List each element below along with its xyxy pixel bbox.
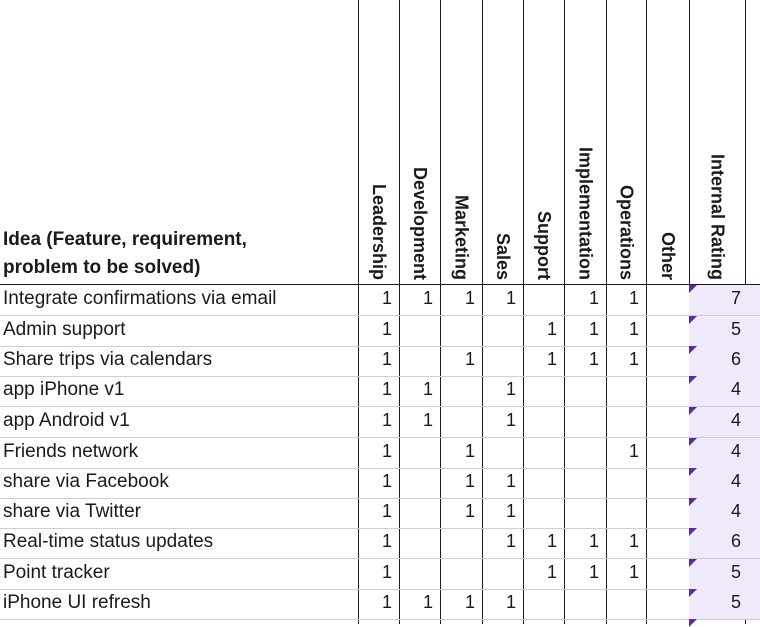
- comment-marker-icon[interactable]: [689, 285, 697, 293]
- table-row: [0, 528, 760, 559]
- trailing-cell[interactable]: [745, 376, 760, 406]
- internal-rating-cell[interactable]: [689, 468, 745, 498]
- vote-cell-leadership[interactable]: 1: [381, 379, 392, 399]
- table-row: [0, 438, 760, 469]
- table-row: [0, 285, 760, 316]
- comment-marker-icon[interactable]: [689, 589, 697, 597]
- vote-cell-operations[interactable]: 1: [628, 562, 639, 582]
- table-row: [0, 498, 760, 529]
- vote-cell-leadership[interactable]: 1: [381, 288, 392, 308]
- table-row: [0, 316, 760, 347]
- internal-rating-value: 5: [730, 592, 741, 612]
- trailing-cell[interactable]: [745, 316, 760, 346]
- column-header-label: Sales: [493, 232, 513, 280]
- comment-marker-icon[interactable]: [689, 619, 697, 627]
- comment-marker-icon[interactable]: [689, 376, 697, 384]
- trailing-cell[interactable]: [745, 346, 760, 376]
- idea-cell[interactable]: Friends network: [3, 441, 139, 462]
- column-header-other[interactable]: [646, 0, 689, 284]
- column-header-internal-rating[interactable]: [689, 0, 745, 284]
- internal-rating-cell[interactable]: [689, 316, 745, 346]
- column-header-label: Implementation: [575, 146, 596, 280]
- internal-rating-value: 4: [730, 410, 741, 430]
- vote-cell-operations[interactable]: 1: [628, 349, 639, 369]
- internal-rating-cell[interactable]: [689, 376, 745, 406]
- comment-marker-icon[interactable]: [689, 528, 697, 536]
- vote-cell-sales[interactable]: 1: [505, 410, 516, 430]
- vote-cell-marketing[interactable]: 1: [464, 471, 475, 491]
- vote-cell-operations[interactable]: 1: [628, 288, 639, 308]
- comment-marker-icon[interactable]: [689, 407, 697, 415]
- trailing-cell[interactable]: [745, 559, 760, 589]
- vote-cell-marketing[interactable]: 1: [464, 288, 475, 308]
- vote-cell-leadership[interactable]: 1: [381, 319, 392, 339]
- vote-cell-operations[interactable]: 1: [628, 441, 639, 461]
- comment-marker-icon[interactable]: [689, 498, 697, 506]
- idea-cell[interactable]: Admin support: [3, 319, 126, 340]
- vote-cell-sales[interactable]: 1: [505, 379, 516, 399]
- column-header-implementation[interactable]: [564, 0, 606, 284]
- idea-cell[interactable]: app iPhone v1: [3, 379, 125, 400]
- vote-cell-leadership[interactable]: 1: [381, 441, 392, 461]
- table-row: [0, 559, 760, 590]
- column-header-leadership[interactable]: [358, 0, 399, 284]
- column-header-label: Operations: [616, 184, 637, 280]
- internal-rating-cell[interactable]: [689, 498, 745, 528]
- idea-cell[interactable]: iPhone UI refresh: [3, 592, 151, 613]
- vote-cell-development[interactable]: 1: [422, 592, 433, 612]
- trailing-cell[interactable]: [745, 285, 760, 315]
- comment-marker-icon[interactable]: [689, 468, 697, 476]
- vote-cell-development[interactable]: 1: [422, 288, 433, 308]
- column-header-operations[interactable]: [606, 0, 646, 284]
- vote-cell-marketing[interactable]: 1: [464, 501, 475, 521]
- vote-cell-sales[interactable]: 1: [505, 531, 516, 551]
- vote-cell-development[interactable]: 1: [422, 379, 433, 399]
- vote-cell-leadership[interactable]: 1: [381, 562, 392, 582]
- column-header-support[interactable]: [523, 0, 564, 284]
- internal-rating-value: 5: [730, 562, 741, 582]
- internal-rating-cell[interactable]: [689, 559, 745, 589]
- table-row: [0, 589, 760, 620]
- column-header-label: Leadership: [369, 183, 389, 280]
- vote-cell-implementation[interactable]: 1: [588, 349, 599, 369]
- internal-rating-cell[interactable]: [689, 407, 745, 437]
- vote-cell-implementation[interactable]: 1: [588, 319, 599, 339]
- trailing-cell[interactable]: [745, 407, 760, 437]
- vote-cell-leadership[interactable]: 1: [381, 592, 392, 612]
- internal-rating-value: 4: [730, 379, 741, 399]
- trailing-cell[interactable]: [745, 438, 760, 468]
- trailing-cell[interactable]: [745, 468, 760, 498]
- internal-rating-cell[interactable]: [689, 528, 745, 558]
- idea-cell[interactable]: Point tracker: [3, 562, 110, 583]
- comment-marker-icon[interactable]: [689, 316, 697, 324]
- vote-cell-sales[interactable]: 1: [505, 592, 516, 612]
- vote-cell-sales[interactable]: 1: [505, 288, 516, 308]
- vote-cell-support[interactable]: 1: [546, 349, 557, 369]
- column-header-label: Development: [410, 166, 430, 280]
- column-header-label: Internal Rating: [707, 153, 728, 280]
- trailing-cell[interactable]: [745, 589, 760, 619]
- vote-cell-leadership[interactable]: 1: [381, 471, 392, 491]
- internal-rating-value: 5: [730, 319, 741, 339]
- internal-rating-cell[interactable]: [689, 589, 745, 619]
- vote-cell-support[interactable]: 1: [546, 319, 557, 339]
- column-header-marketing[interactable]: [440, 0, 482, 284]
- internal-rating-cell[interactable]: [689, 438, 745, 468]
- internal-rating-value: 7: [730, 288, 741, 308]
- column-header-label: Marketing: [451, 194, 472, 280]
- internal-rating-value: 6: [730, 531, 741, 551]
- internal-rating-value: 4: [730, 441, 741, 461]
- internal-rating-cell[interactable]: [689, 346, 745, 376]
- comment-marker-icon[interactable]: [689, 438, 697, 446]
- internal-rating-value: 6: [730, 349, 741, 369]
- trailing-cell[interactable]: [745, 498, 760, 528]
- internal-rating-value: 4: [730, 471, 741, 491]
- vote-cell-operations[interactable]: 1: [628, 531, 639, 551]
- idea-cell[interactable]: Real-time status updates: [3, 531, 214, 552]
- table-row: [0, 376, 760, 407]
- idea-cell[interactable]: Integrate confirmations via email: [3, 288, 277, 309]
- vote-cell-marketing[interactable]: 1: [464, 349, 475, 369]
- vote-cell-implementation[interactable]: 1: [588, 531, 599, 551]
- table-row: [0, 346, 760, 377]
- internal-rating-cell[interactable]: [689, 285, 745, 315]
- trailing-cell[interactable]: [745, 528, 760, 558]
- vote-cell-support[interactable]: 1: [546, 562, 557, 582]
- vote-cell-leadership[interactable]: 1: [381, 501, 392, 521]
- vote-cell-operations[interactable]: 1: [628, 319, 639, 339]
- vote-cell-implementation[interactable]: 1: [588, 288, 599, 308]
- vote-cell-development[interactable]: 1: [422, 410, 433, 430]
- column-header-label: Other: [658, 231, 678, 280]
- table-row: [0, 468, 760, 499]
- vote-cell-sales[interactable]: 1: [505, 501, 516, 521]
- internal-rating-value: 4: [730, 501, 741, 521]
- vote-cell-implementation[interactable]: 1: [588, 562, 599, 582]
- vote-cell-leadership[interactable]: 1: [381, 349, 392, 369]
- idea-cell[interactable]: share via Twitter: [3, 501, 141, 522]
- vote-cell-leadership[interactable]: 1: [381, 410, 392, 430]
- column-header-sales[interactable]: [482, 0, 523, 284]
- vote-cell-marketing[interactable]: 1: [464, 592, 475, 612]
- comment-marker-icon[interactable]: [689, 346, 697, 354]
- comment-marker-icon[interactable]: [689, 559, 697, 567]
- idea-cell[interactable]: share via Facebook: [3, 471, 169, 492]
- idea-column-header[interactable]: Idea (Feature, requirement, problem to be solved): [3, 229, 247, 278]
- vote-cell-marketing[interactable]: 1: [464, 441, 475, 461]
- table-row: [0, 407, 760, 438]
- vote-cell-leadership[interactable]: 1: [381, 531, 392, 551]
- column-header-development[interactable]: [399, 0, 440, 284]
- idea-cell[interactable]: app Android v1: [3, 410, 130, 431]
- column-header-label: Support: [534, 211, 554, 280]
- vote-cell-support[interactable]: 1: [546, 531, 557, 551]
- vote-cell-sales[interactable]: 1: [505, 471, 516, 491]
- idea-cell[interactable]: Share trips via calendars: [3, 349, 213, 370]
